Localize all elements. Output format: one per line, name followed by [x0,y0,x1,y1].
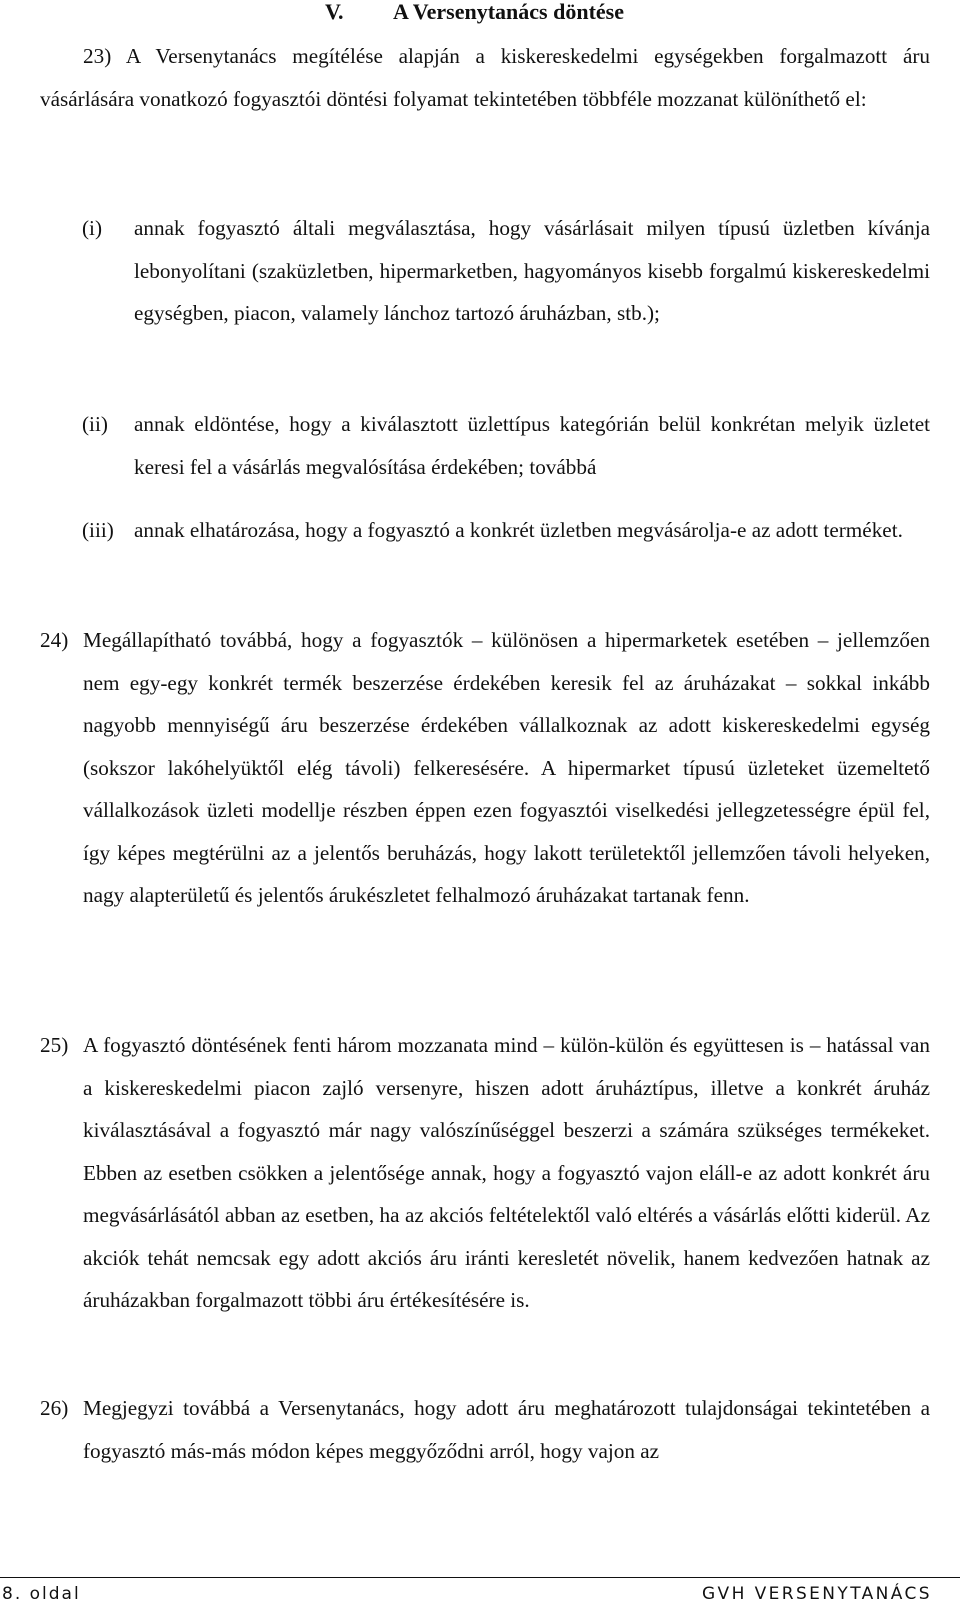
list-item-ii [82,403,930,488]
paragraph-26-text: Megjegyzi továbbá a Versenytanács, hogy adott áru meghatározott tulajdonságai tekintetében a fogyasztó más-más módon képes meggyőződni arról, hogy vajon az [83,1396,930,1463]
paragraph-24-number: 24) [40,628,69,652]
section-number: V. [325,0,344,24]
paragraph-24-text: Megállapítható továbbá, hogy a fogyasztók – különösen a hipermarketek esetében – jellemzően nem egy-egy konkrét termék beszerzése érdekében keresik fel az áruházakat – sokkal inkább nagyobb mennyiségű áru beszerzése érdekében vállalkoznak az adott kiskereskedelmi egység (sokszor lakóhelyüktől elég távoli) felkeresésére. A hipermarket típusú üzleteket üzemeltető vállalkozások üzleti modellje részben éppen ezen fogyasztói viselkedési jellegzetességre épül fel, így képes megtérülni az a jelentős beruházás, hogy lakott területektől jellemzően távoli helyeken, nagy alapterületű és jelentős árukészletet felhalmozó áruházakat tartanak fenn. [83,628,930,907]
list-item-iii-label: (iii) [82,518,114,542]
footer-publisher: GVH VERSENYTANÁCS [701,1584,932,1604]
section-title: A Versenytanács döntése [393,0,625,24]
list-item-i-text: annak fogyasztó általi megválasztása, hogy vásárlásait milyen típusú üzletben kívánja lebonyolítani (szaküzletben, hipermarketben, hagyományos kisebb forgalmú kiskereskedelmi egységben, piacon, valamely lánchoz tartozó áruházban, stb.); [134,216,930,325]
list-item-i [82,207,930,335]
paragraph-26 [40,1387,930,1472]
paragraph-23-text: A Versenytanács megítélése alapján a kiskereskedelmi egységekben forgalmazott áru vásárlására vonatkozó fogyasztói döntési folyamat tekintetében többféle mozzanat különíthető el: [40,44,930,111]
section-heading [0,0,960,27]
paragraph-26-number: 26) [40,1396,69,1420]
paragraph-23 [40,35,930,120]
list-item-ii-label: (ii) [82,412,108,436]
paragraph-25-number: 25) [40,1033,69,1057]
paragraph-23-body [40,35,930,120]
list-item-ii-text: annak eldöntése, hogy a kiválasztott üzlettípus kategórián belül konkrétan melyik üzletet keresi fel a vásárlás megvalósítása érdekében; továbbá [134,412,930,479]
footer-page-number: 8. oldal [2,1584,81,1604]
list-item-iii-text: annak elhatározása, hogy a fogyasztó a konkrét üzletben megvásárolja-e az adott terméket. [134,518,903,542]
list-item-iii [82,509,930,552]
footer-divider [0,1577,960,1578]
paragraph-24 [40,619,930,917]
paragraph-23-number: 23) [83,44,112,68]
paragraph-25-text: A fogyasztó döntésének fenti három mozzanata mind – külön-külön és együttesen is – hatással van a kiskereskedelmi piacon zajló versenyre, hiszen adott áruháztípus, illetve a konkrét áruház kiválasztásával a fogyasztó már nagy valószínűséggel beszerzi a számára szükséges termékeket. Ebben az esetben csökken a jelentősége annak, hogy a fogyasztó vajon eláll-e az adott konkrét áru megvásárlásától abban az esetben, ha az akciós feltételektől való eltérés a vásárlás előtti kiderül. Az akciók tehát nemcsak egy adott akciós áru iránti keresletét növelik, hanem kedvezően hatnak az áruházakban forgalmazott többi áru értékesítésére is. [83,1033,930,1312]
paragraph-25 [40,1024,930,1322]
list-item-i-label: (i) [82,216,102,240]
